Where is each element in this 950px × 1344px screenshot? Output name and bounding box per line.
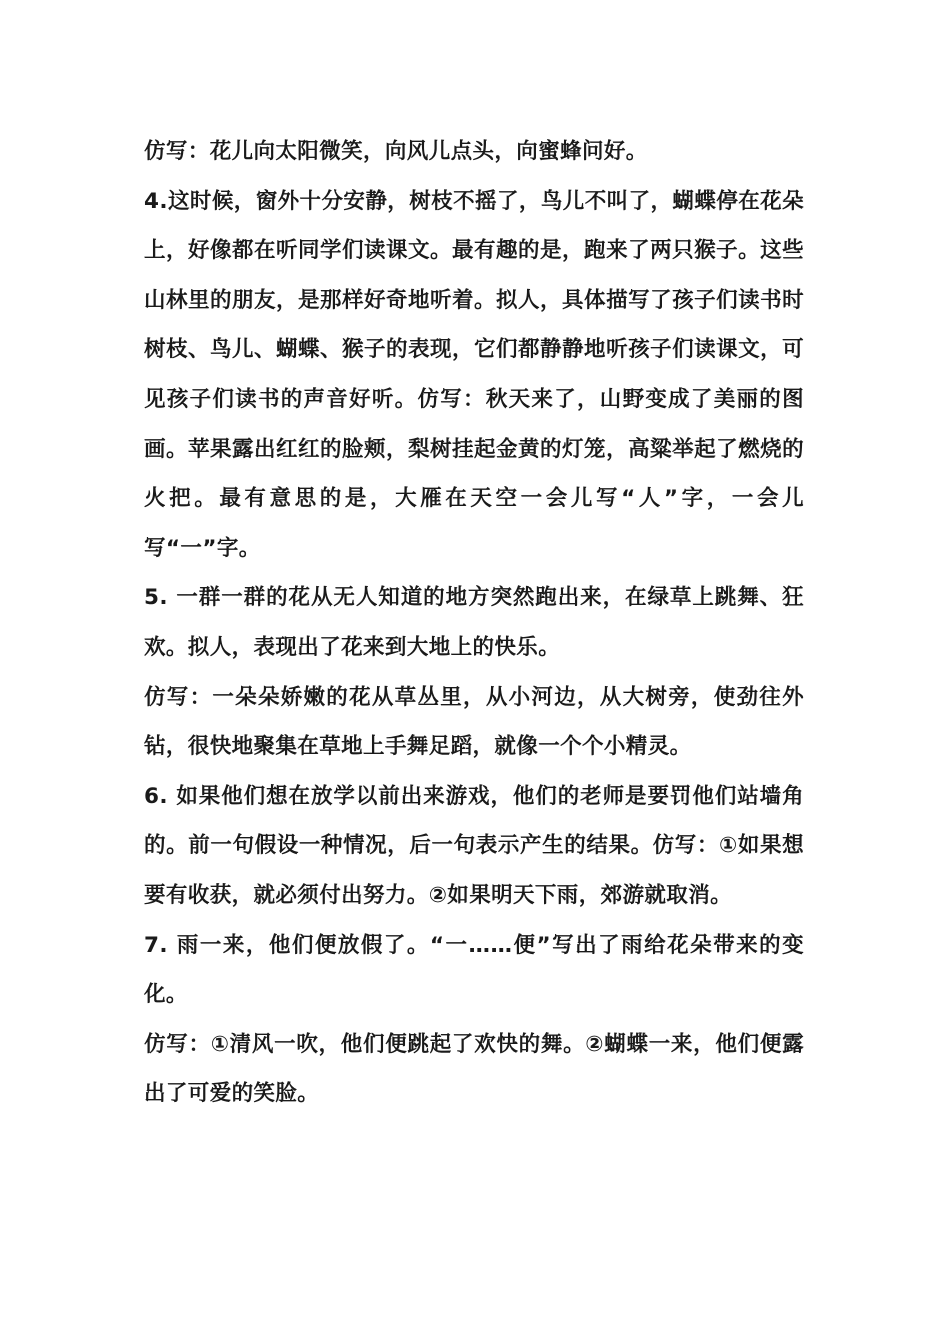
paragraph-imitation-5: 仿写：一朵朵娇嫩的花从草丛里，从小河边，从大树旁，使劲往外钻，很快地聚集在草地上手舞足蹈，就像一个个小精灵。 [144,684,804,760]
paragraph-imitation-7: 仿写：①清风一吹，他们便跳起了欢快的舞。②蝴蝶一来，他们便露出了可爱的笑脸。 [144,1031,804,1107]
paragraph-item-5: 5. 一群一群的花从无人知道的地方突然跑出来，在绿草上跳舞、狂欢。拟人，表现出了花来到大地上的快乐。 [144,585,804,660]
paragraph-item-6: 6. 如果他们想在放学以前出来游戏，他们的老师是要罚他们站墙角的。前一句假设一种情况，后一句表示产生的结果。仿写：①如果想要有收获，就必须付出努力。②如果明天下雨，郊游就取消。 [144,783,804,908]
paragraph-imitation-1: 仿写：花儿向太阳微笑，向风儿点头，向蜜蜂问好。 [144,139,648,164]
paragraph-item-7: 7. 雨一来，他们便放假了。“一……便”写出了雨给花朵带来的变化。 [144,932,804,1008]
document-body [144,127,804,1119]
paragraph-item-4: 4.这时候，窗外十分安静，树枝不摇了，鸟儿不叫了，蝴蝶停在花朵上，好像都在听同学们读课文。最有趣的是，跑来了两只猴子。这些山林里的朋友，是那样好奇地听着。拟人，具体描写了孩子们读书时树枝、鸟儿、蝴蝶、猴子的表现，它们都静静地听孩子们读课文，可见孩子们读书的声音好听。仿写：秋天来了，山野变成了美丽的图画。苹果露出红红的脸颊，梨树挂起金黄的灯笼，高粱举起了燃烧的火把。最有意思的是，大雁在天空一会儿写“人”字，一会儿写“一”字。 [144,188,804,561]
